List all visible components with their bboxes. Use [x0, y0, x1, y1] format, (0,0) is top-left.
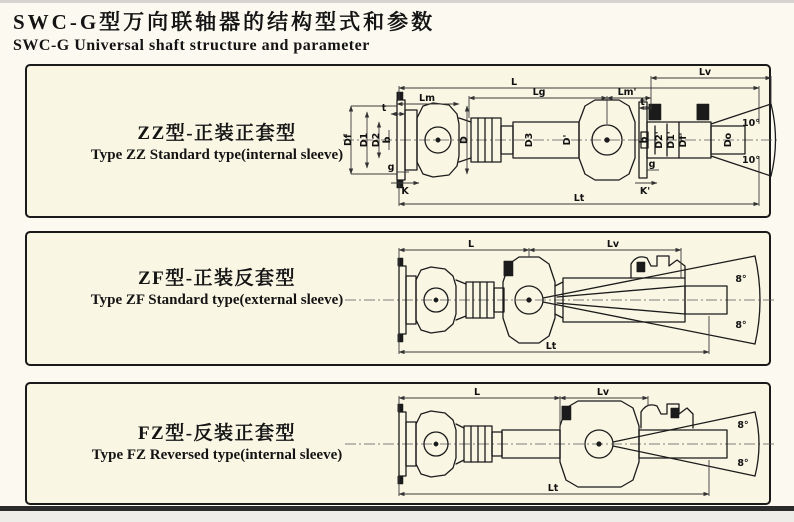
dim-label-D: D: [459, 136, 470, 144]
panel-fz-label: [77, 418, 357, 464]
dim-label-Lv: Lv: [606, 239, 620, 250]
dim-label-Df-prime: Df': [678, 132, 689, 148]
dim-label-Lv: Lv: [698, 67, 712, 78]
dim-label-g-right: g: [648, 159, 656, 170]
panel-zz-title-cn: ZZ型-正装正套型: [137, 123, 297, 144]
dim-label-L: L: [473, 387, 481, 398]
dimension-lines-zf: [399, 248, 709, 354]
dim-label-g: g: [387, 162, 395, 173]
dim-label-b: b: [382, 136, 393, 144]
dim-label-Lt: Lt: [573, 193, 585, 204]
panel-type-zf: [25, 231, 771, 366]
page-top-edge: [0, 0, 794, 3]
dim-label-D3: D3: [524, 132, 535, 148]
panel-zf-label: [77, 263, 357, 309]
angle-label-top: 8°: [737, 420, 749, 431]
panel-type-fz: [25, 382, 771, 505]
dim-label-L: L: [467, 239, 475, 250]
panel-zf-title-en: Type ZF Standard type(external sleeve): [90, 292, 344, 308]
dim-label-b-right: b: [639, 136, 650, 144]
angle-label-bottom: 8°: [737, 458, 749, 469]
panel-zz-title-en: Type ZZ Standard type(internal sleeve): [90, 147, 344, 163]
diagram-zz-drawing: [339, 66, 781, 216]
dim-label-Lm: Lm: [419, 93, 435, 104]
dim-label-Lv: Lv: [596, 387, 610, 398]
dim-label-Do: Do: [723, 132, 734, 148]
dimension-lines-zz: [351, 76, 771, 206]
angle-label-top: 8°: [735, 274, 747, 285]
dim-label-K-prime: K': [639, 186, 651, 197]
dim-label-K: K: [401, 186, 409, 197]
dim-label-D1: D1: [359, 132, 370, 148]
dim-label-Lt: Lt: [545, 341, 557, 352]
angle-label-bottom: 10°: [742, 155, 760, 166]
page-title-cn: SWC-G型万向联轴器的结构型式和参数: [13, 10, 436, 34]
dim-label-t: t: [381, 103, 387, 114]
page-title-en: SWC-G Universal shaft structure and parameter: [13, 37, 370, 54]
panel-fz-title-cn: FZ型-反装正套型: [137, 423, 297, 444]
angle-label-top: 10°: [742, 118, 760, 129]
dim-label-D1-prime: D1': [666, 131, 677, 149]
diagram-fz-drawing: [341, 386, 783, 504]
dim-label-L: L: [510, 77, 518, 88]
dimension-lines-fz: [399, 396, 709, 496]
panel-zf-title-cn: ZF型-正装反套型: [137, 268, 297, 289]
page-bottom-margin: [0, 511, 794, 522]
panel-zz-label: [77, 118, 357, 164]
dim-label-Lg: Lg: [532, 87, 546, 98]
dim-label-Lm-prime: Lm': [617, 87, 637, 98]
dim-label-D2-prime: D2': [654, 131, 665, 149]
panel-type-zz: [25, 64, 771, 218]
dim-label-D-prime: D': [562, 134, 573, 146]
panel-fz-title-en: Type FZ Reversed type(internal sleeve): [91, 447, 343, 463]
angle-label-bottom: 8°: [735, 320, 747, 331]
dim-label-Df: Df: [343, 133, 354, 147]
dim-label-Lt: Lt: [547, 483, 559, 494]
diagram-zf-drawing: [341, 236, 783, 364]
dim-label-t-prime: t': [640, 97, 648, 108]
dim-label-D2: D2: [371, 132, 382, 148]
